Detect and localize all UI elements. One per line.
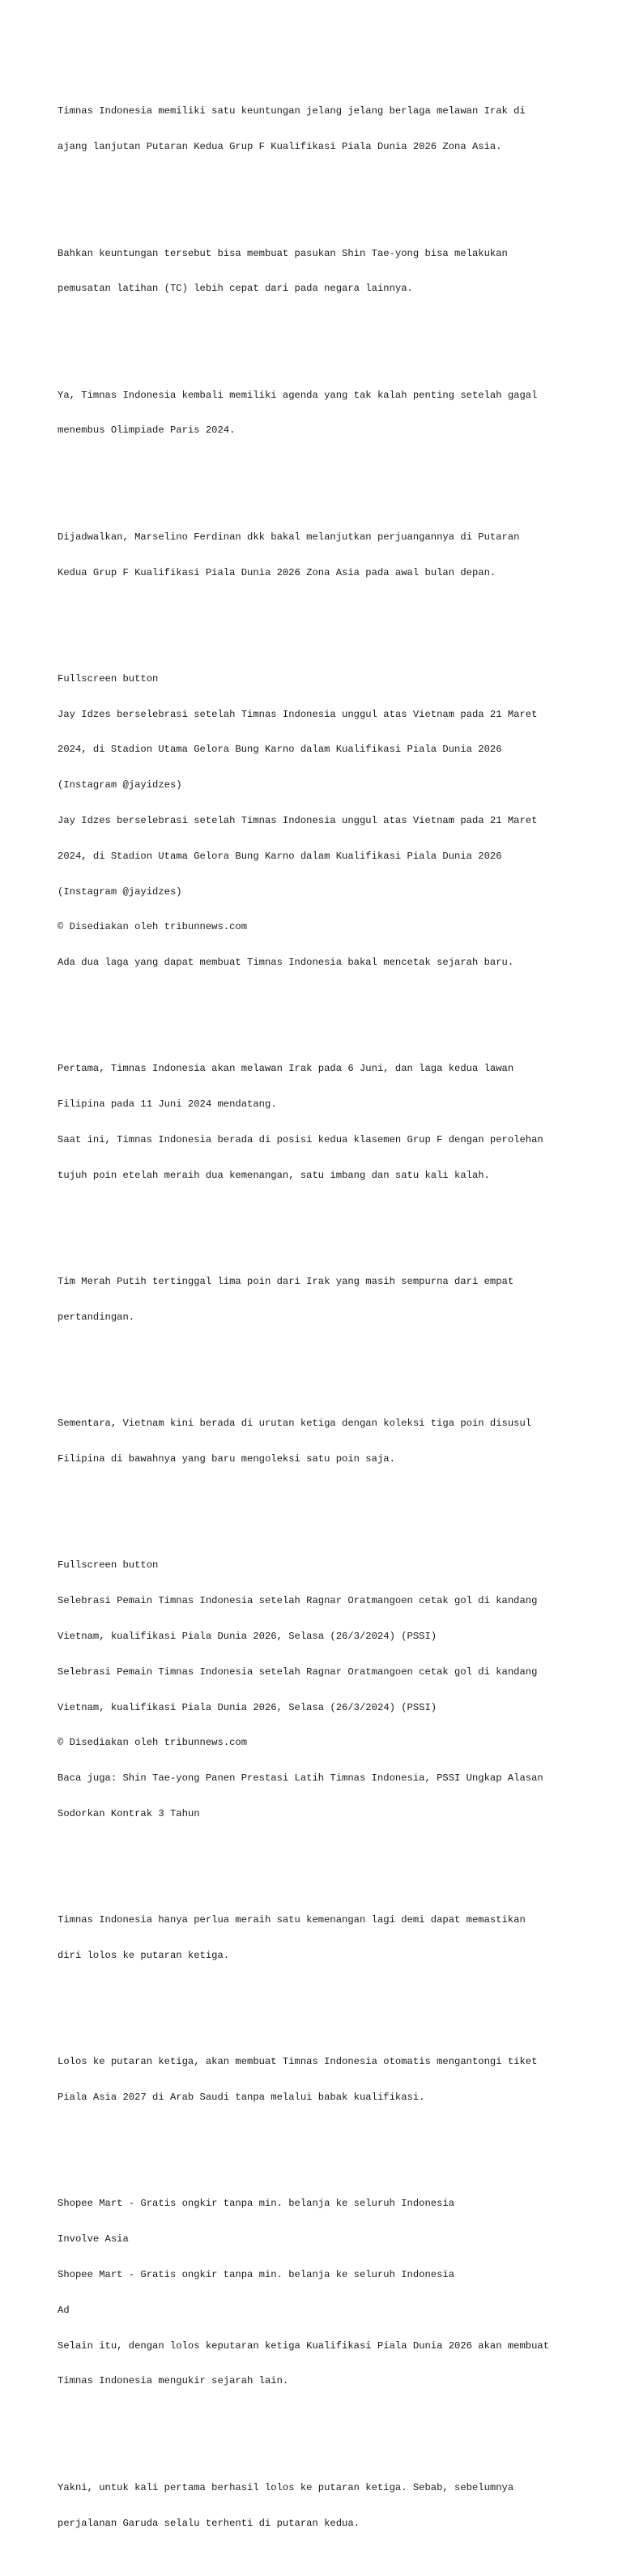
image-caption: Vietnam, kualifikasi Piala Dunia 2026, Selasa (26/3/2024) (PSSI)	[58, 1630, 437, 1642]
ad-title: Shopee Mart - Gratis ongkir tanpa min. belanja ke seluruh Indonesia	[58, 2269, 455, 2281]
fullscreen-button-label: Fullscreen button	[58, 672, 159, 685]
paragraph	[58, 82, 608, 177]
paragraph	[58, 2032, 608, 2127]
text-line: Ada dua laga yang dapat membuat Timnas Indonesia bakal mencetak sejarah baru.	[58, 957, 514, 969]
image-credit: © Disediakan oleh tribunnews.com	[58, 1737, 248, 1749]
text-line: pertandingan.	[58, 1311, 135, 1323]
fullscreen-button-label: Fullscreen button	[58, 1559, 159, 1572]
text-line: menembus Olimpiade Paris 2024.	[58, 424, 236, 437]
ad-title: Shopee Mart - Gratis ongkir tanpa min. belanja ke seluruh Indonesia	[58, 2198, 455, 2210]
image-credit: © Disediakan oleh tribunnews.com	[58, 921, 248, 933]
paragraph	[58, 1891, 608, 1985]
text-line: Ya, Timnas Indonesia kembali memiliki agenda yang tak kalah penting setelah gagal	[58, 389, 538, 401]
image-caption: 2024, di Stadion Utama Gelora Bung Karno dalam Kualifikasi Piala Dunia 2026	[58, 744, 502, 756]
ad-block	[58, 2174, 608, 2411]
text-line: Kedua Grup F Kualifikasi Piala Dunia 2026 Zona Asia pada awal bulan depan.	[58, 566, 496, 578]
text-line: Yakni, untuk kali pertama berhasil lolos ke putaran ketiga. Sebab, sebelumnya	[58, 2481, 514, 2493]
text-line: Saat ini, Timnas Indonesia berada di posisi kedua klasemen Grup F dengan perolehan	[58, 1134, 543, 1146]
text-line: Tim Merah Putih tertinggal lima poin dari Irak yang masih sempurna dari empat	[58, 1276, 514, 1288]
text-line: Lolos ke putaran ketiga, akan membuat Timnas Indonesia otomatis mengantongi tiket	[58, 2056, 538, 2068]
image-caption: Vietnam, kualifikasi Piala Dunia 2026, Selasa (26/3/2024) (PSSI)	[58, 1701, 437, 1713]
paragraph	[58, 2459, 608, 2553]
text-line: Pertama, Timnas Indonesia akan melawan Irak pada 6 Juni, dan laga kedua lawan	[58, 1063, 514, 1075]
image-caption: 2024, di Stadion Utama Gelora Bung Karno dalam Kualifikasi Piala Dunia 2026	[58, 850, 502, 862]
image-caption: Selebrasi Pemain Timnas Indonesia setelah Ragnar Oratmangoen cetak gol di kandang	[58, 1595, 538, 1607]
image-caption: Jay Idzes berselebrasi setelah Timnas Indonesia unggul atas Vietnam pada 21 Maret	[58, 815, 538, 826]
image-caption: (Instagram @jayidzes)	[58, 779, 182, 791]
text-line: Piala Asia 2027 di Arab Saudi tanpa melalui babak kualifikasi.	[58, 2092, 425, 2104]
related-article-link: Baca juga: Shin Tae-yong Panen Prestasi Latih Timnas Indonesia, PSSI Ungkap Alasan	[58, 1772, 543, 1785]
text-line: Sementara, Vietnam kini berada di urutan ketiga dengan koleksi tiga poin disusul	[58, 1418, 532, 1430]
ad-source: Involve Asia	[58, 2233, 129, 2245]
text-line: Bahkan keuntungan tersebut bisa membuat pasukan Shin Tae-yong bisa melakukan	[58, 247, 508, 259]
text-line: Timnas Indonesia mengukir sejarah lain.	[58, 2375, 289, 2387]
text-line: perjalanan Garuda selalu terhenti di putaran kedua.	[58, 2517, 360, 2529]
related-article-link: Sodorkan Kontrak 3 Tahun	[58, 1807, 200, 1819]
paragraph	[58, 1394, 608, 1489]
text-line: Filipina di bawahnya yang baru mengoleksi satu poin saja.	[58, 1453, 395, 1465]
text-line: diri lolos ke putaran ketiga.	[58, 1950, 230, 1961]
paragraph	[58, 508, 608, 603]
image-caption-block	[58, 1536, 608, 1843]
image-caption-block	[58, 650, 608, 992]
image-caption: Selebrasi Pemain Timnas Indonesia setelah Ragnar Oratmangoen cetak gol di kandang	[58, 1665, 538, 1678]
text-line: pemusatan latihan (TC) lebih cepat dari pada negara lainnya.	[58, 283, 413, 295]
image-caption: (Instagram @jayidzes)	[58, 885, 182, 898]
text-line: Timnas Indonesia memiliki satu keuntungan jelang jelang berlaga melawan Irak di	[58, 105, 526, 117]
image-caption: Jay Idzes berselebrasi setelah Timnas Indonesia unggul atas Vietnam pada 21 Maret	[58, 708, 538, 720]
paragraph	[58, 1039, 608, 1205]
ad-label: Ad	[58, 2304, 70, 2316]
text-line: Filipina pada 11 Juni 2024 mendatang.	[58, 1098, 277, 1111]
text-line: Selain itu, dengan lolos keputaran ketiga Kualifikasi Piala Dunia 2026 akan membuat	[58, 2339, 550, 2352]
paragraph	[58, 365, 608, 460]
document-body	[58, 58, 608, 2576]
text-line: Dijadwalkan, Marselino Ferdinan dkk bakal melanjutkan perjuangannya di Putaran	[58, 531, 520, 543]
paragraph	[58, 1252, 608, 1347]
text-line: Timnas Indonesia hanya perlua meraih satu kemenangan lagi demi dapat memastikan	[58, 1914, 526, 1926]
text-line: tujuh poin etelah meraih dua kemenangan, satu imbang dan satu kali kalah.	[58, 1169, 490, 1181]
text-line: ajang lanjutan Putaran Kedua Grup F Kualifikasi Piala Dunia 2026 Zona Asia.	[58, 141, 502, 153]
paragraph	[58, 224, 608, 318]
